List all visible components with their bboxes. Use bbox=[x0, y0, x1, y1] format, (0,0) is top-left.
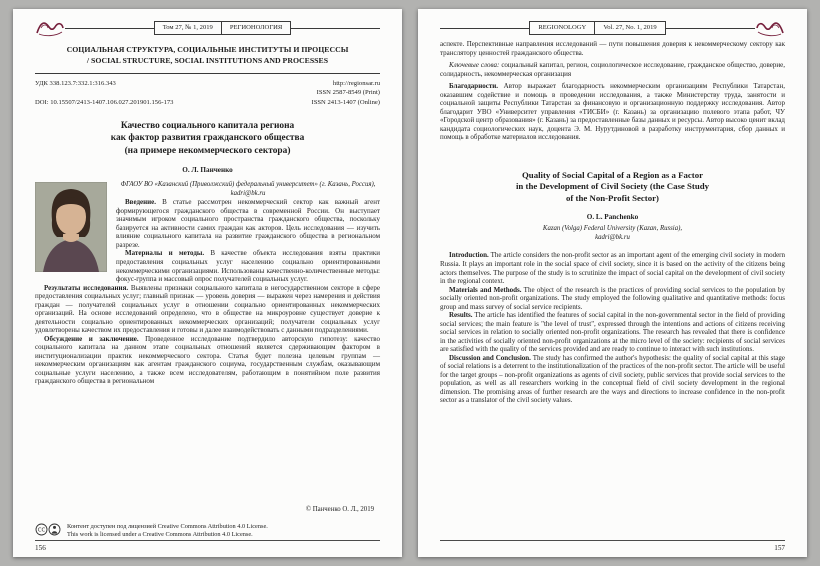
page-number: 156 bbox=[35, 544, 46, 552]
keywords-label: Ключевые слова: bbox=[449, 61, 500, 70]
paragraph-lead: Введение. bbox=[125, 198, 157, 207]
header-volume-box: Vol. 27, No. 1, 2019 bbox=[595, 21, 665, 35]
abstract-paragraph-introduction: Introduction. The article considers the non-profit sector as an important agent of the emerging civil society in modern Russia. It plays an important role in the social space of civil society, since it is based on the activity of the citizens being actors themselves. The purpose of the study is to scrutinize the impact of social capital on the development of civil society in the regional context. bbox=[440, 251, 786, 286]
abstract-paragraph-methods: Материалы и методы. В качестве объекта исследования взяты практики предоставления социальных услуг населению социально ориентированными некоммерческими организациями. Использованы качественно-количественные методы: фокус-группа и массовый опрос получателей социальных услуг. bbox=[116, 249, 381, 284]
head-rule bbox=[291, 28, 380, 29]
paragraph-lead: Материалы и методы. bbox=[125, 249, 205, 258]
creative-commons-icon bbox=[35, 523, 61, 539]
abstract-en-block bbox=[440, 251, 785, 405]
head-rule bbox=[65, 28, 154, 29]
license-block bbox=[35, 523, 380, 539]
article-title-en: Quality of Social Capital of a Region as a Factor in the Development of Civil Society (the Case Study of the Non-Profit Sector) bbox=[515, 169, 710, 203]
copyright-line: © Панченко О. Л., 2019 bbox=[305, 505, 374, 513]
paragraph-lead: Обсуждение и заключение. bbox=[44, 334, 139, 343]
affiliation-ru: ФГАОУ ВО «Казанский (Приволжский) федеральный университет» (г. Казань, Россия), kadri@bk.ru bbox=[120, 180, 376, 198]
paragraph-lead: Introduction. bbox=[449, 251, 489, 260]
page-number: 157 bbox=[774, 544, 785, 552]
head-rule bbox=[666, 28, 755, 29]
journal-ornament-icon bbox=[755, 19, 785, 37]
abstract-ru-block bbox=[35, 180, 380, 502]
continuation-paragraph: аспекте. Перспективные направления исследований — пути повышения доверия к некоммерческому сектору как транслятору ценностей гражданского общества. bbox=[440, 40, 785, 57]
journal-url-link[interactable]: http://regionsar.ru bbox=[332, 79, 380, 87]
abstract-paragraph-discussion: Discussion and Conclusion. The study has confirmed the author's hypothesis: the quality of social capital at this stage of social relations is a deterrent to the institutionalization of the practices of the non-profit sector. The article will be useful for the target groups – non-profit organizations as agents of civil society, public services that provide social services to the population, as well as all researchers working in the conceptual field of civil society development in the regional dimension. The promising areas of further research are the ways and directions to increase confidence in the non-profit sector as a translator of the civil society values. bbox=[440, 353, 785, 405]
acknowledgements-paragraph: Благодарности. Автор выражает благодарность некоммерческим организациям Республики Татарстан, оказавшим содействие и помощь в проведении исследования, а также Министерству труда, занятости и социальной защиты Республики Татарстан за финансовую и организационную поддержку исследования. Автор благодарит УВО «Университет управления «ТИСБИ» (г. Казань) за организацию полевого этапа работ, ЧУ «Городской центр образования» (г. Казань) за предоставленные базы данных и ресурсы. Автор высоко ценит вклад кандидата социологических наук, доцента Э. М. Нурутдиновой в разработку инструментария, сбор данных и помощь в обработке материалов исследования. bbox=[440, 82, 786, 142]
svg-text:CC: CC bbox=[37, 527, 46, 534]
abstract-paragraph-discussion: Обсуждение и заключение. Проведенное исследование подтвердило авторскую гипотезу: качество социального капитала на данном этапе социальных отношений является сдерживающим фактором в институционализации практик некоммерческого сектора. Статья будет полезна целевым группам — некоммерческим организациям как агентам гражданского социума, государственным службам, оказывающим социальные услуги населению, а также всем исследователям, работающим в понятийном поле развития гражданского общества в региональном bbox=[35, 334, 381, 386]
affiliation-en: Kazan (Volga) Federal University (Kazan, Russia), kadri@bk.ru bbox=[542, 225, 683, 242]
abstract-paragraph-introduction: Введение. В статье рассмотрен некоммерческий сектор как важный агент формирующегося гражданского общества в современной России. Он выступает значимым игроком социального пространства гражданского общества, поскольку базируется на активности самих граждан как акторов. Цель исследования — изучить влияние социального капитала на развитие гражданского общества в региональном разрезе. bbox=[116, 198, 381, 249]
abstract-ru-continuation bbox=[440, 40, 785, 142]
head-rule bbox=[440, 28, 529, 29]
abstract-paragraph-methods: Materials and Methods. The object of the research is the practices of providing social services to the population by socially oriented non-profit organizations. The study employed the following qualitative and quantitative methods: focus group and mass survey of social service recipients. bbox=[440, 285, 785, 311]
udk-code: УДК 338.123.7:332.1:316.343 bbox=[35, 79, 116, 87]
author-email[interactable]: kadri@bk.ru bbox=[595, 234, 630, 242]
paragraph-lead: Результаты исследования. bbox=[44, 283, 129, 292]
paragraph-lead: Discussion and Conclusion. bbox=[449, 353, 531, 362]
paragraph-lead: Results. bbox=[449, 311, 473, 320]
article-title-ru: Качество социального капитала региона как фактор развития гражданского общества (на примере некоммерческого сектора) bbox=[110, 121, 305, 156]
journal-ornament-icon bbox=[35, 19, 65, 37]
paragraph-lead: Благодарности. bbox=[449, 82, 499, 91]
author-photo bbox=[35, 182, 107, 272]
page-right bbox=[418, 9, 807, 557]
page-left bbox=[13, 9, 402, 557]
doi-code: DOI: 10.15507/2413-1407.106.027.201901.156-173 bbox=[35, 99, 174, 107]
license-text: Контент доступен под лицензией Creative Commons Attribution 4.0 License. This work is licensed under a Creative Commons Attribution 4.0 License. bbox=[67, 522, 268, 539]
author-email[interactable]: kadri@bk.ru bbox=[230, 190, 266, 198]
issn-online: ISSN 2413-1407 (Online) bbox=[311, 99, 380, 107]
running-head-right bbox=[440, 18, 785, 38]
abstract-paragraph-results: Результаты исследования. Выявлены признаки социального капитала в негосударственном секторе в сфере предоставления социальных услуг; главный признак — уровень доверия — выражен через намерения и действия граждан — получателей социальных услуг в отношении социально ориентированных некоммерческих организаций. На основе исследований определено, что в обществе на микроуровне существует доверие к деятельности социально ориентированных некоммерческих организаций; получатели социальных услуг удовлетворены качеством их предоставления и готовы и далее взаимодействовать с данными подразделениями. bbox=[35, 283, 380, 335]
keywords-paragraph: Ключевые слова: социальный капитал, регион, социологическое исследование, гражданское общество, доверие, солидарность, некоммерческая организация bbox=[440, 61, 785, 78]
header-journal-box: REGIONOLOGY bbox=[529, 21, 595, 35]
author-name-en: O. L. Panchenko bbox=[586, 213, 639, 222]
page-footer-right bbox=[440, 540, 785, 552]
header-volume-box: Том 27, № 1, 2019 bbox=[154, 21, 222, 35]
author-name-ru: О. Л. Панченко bbox=[182, 165, 233, 174]
header-journal-box: РЕГИОНОЛОГИЯ bbox=[222, 21, 291, 35]
running-head-left bbox=[35, 18, 380, 38]
section-title: СОЦИАЛЬНАЯ СТРУКТУРА, СОЦИАЛЬНЫЕ ИНСТИТУТЫ И ПРОЦЕССЫ / SOCIAL STRUCTURE, SOCIAL INSTITUTIONS AND PROCESSES bbox=[35, 40, 380, 74]
article-meta bbox=[35, 79, 380, 109]
page-footer-left bbox=[35, 540, 380, 552]
paragraph-lead: Materials and Methods. bbox=[449, 285, 522, 294]
abstract-paragraph-results: Results. The article has identified the features of social capital in the non-governmental sector in the field of providing social services; the main feature is "the level of trust", expressed through the intentions and actions of citizens receiving social services in relation to socially oriented non-profit organizations. The research has revealed that there is confidence in the activities of socially oriented non-profit organizations at the micro level of the society: recipients of social services are satisfied with the quality of the services provided and are ready to continue to interact with such institutions. bbox=[440, 311, 786, 354]
issn-print: ISSN 2587-8549 (Print) bbox=[316, 89, 380, 97]
